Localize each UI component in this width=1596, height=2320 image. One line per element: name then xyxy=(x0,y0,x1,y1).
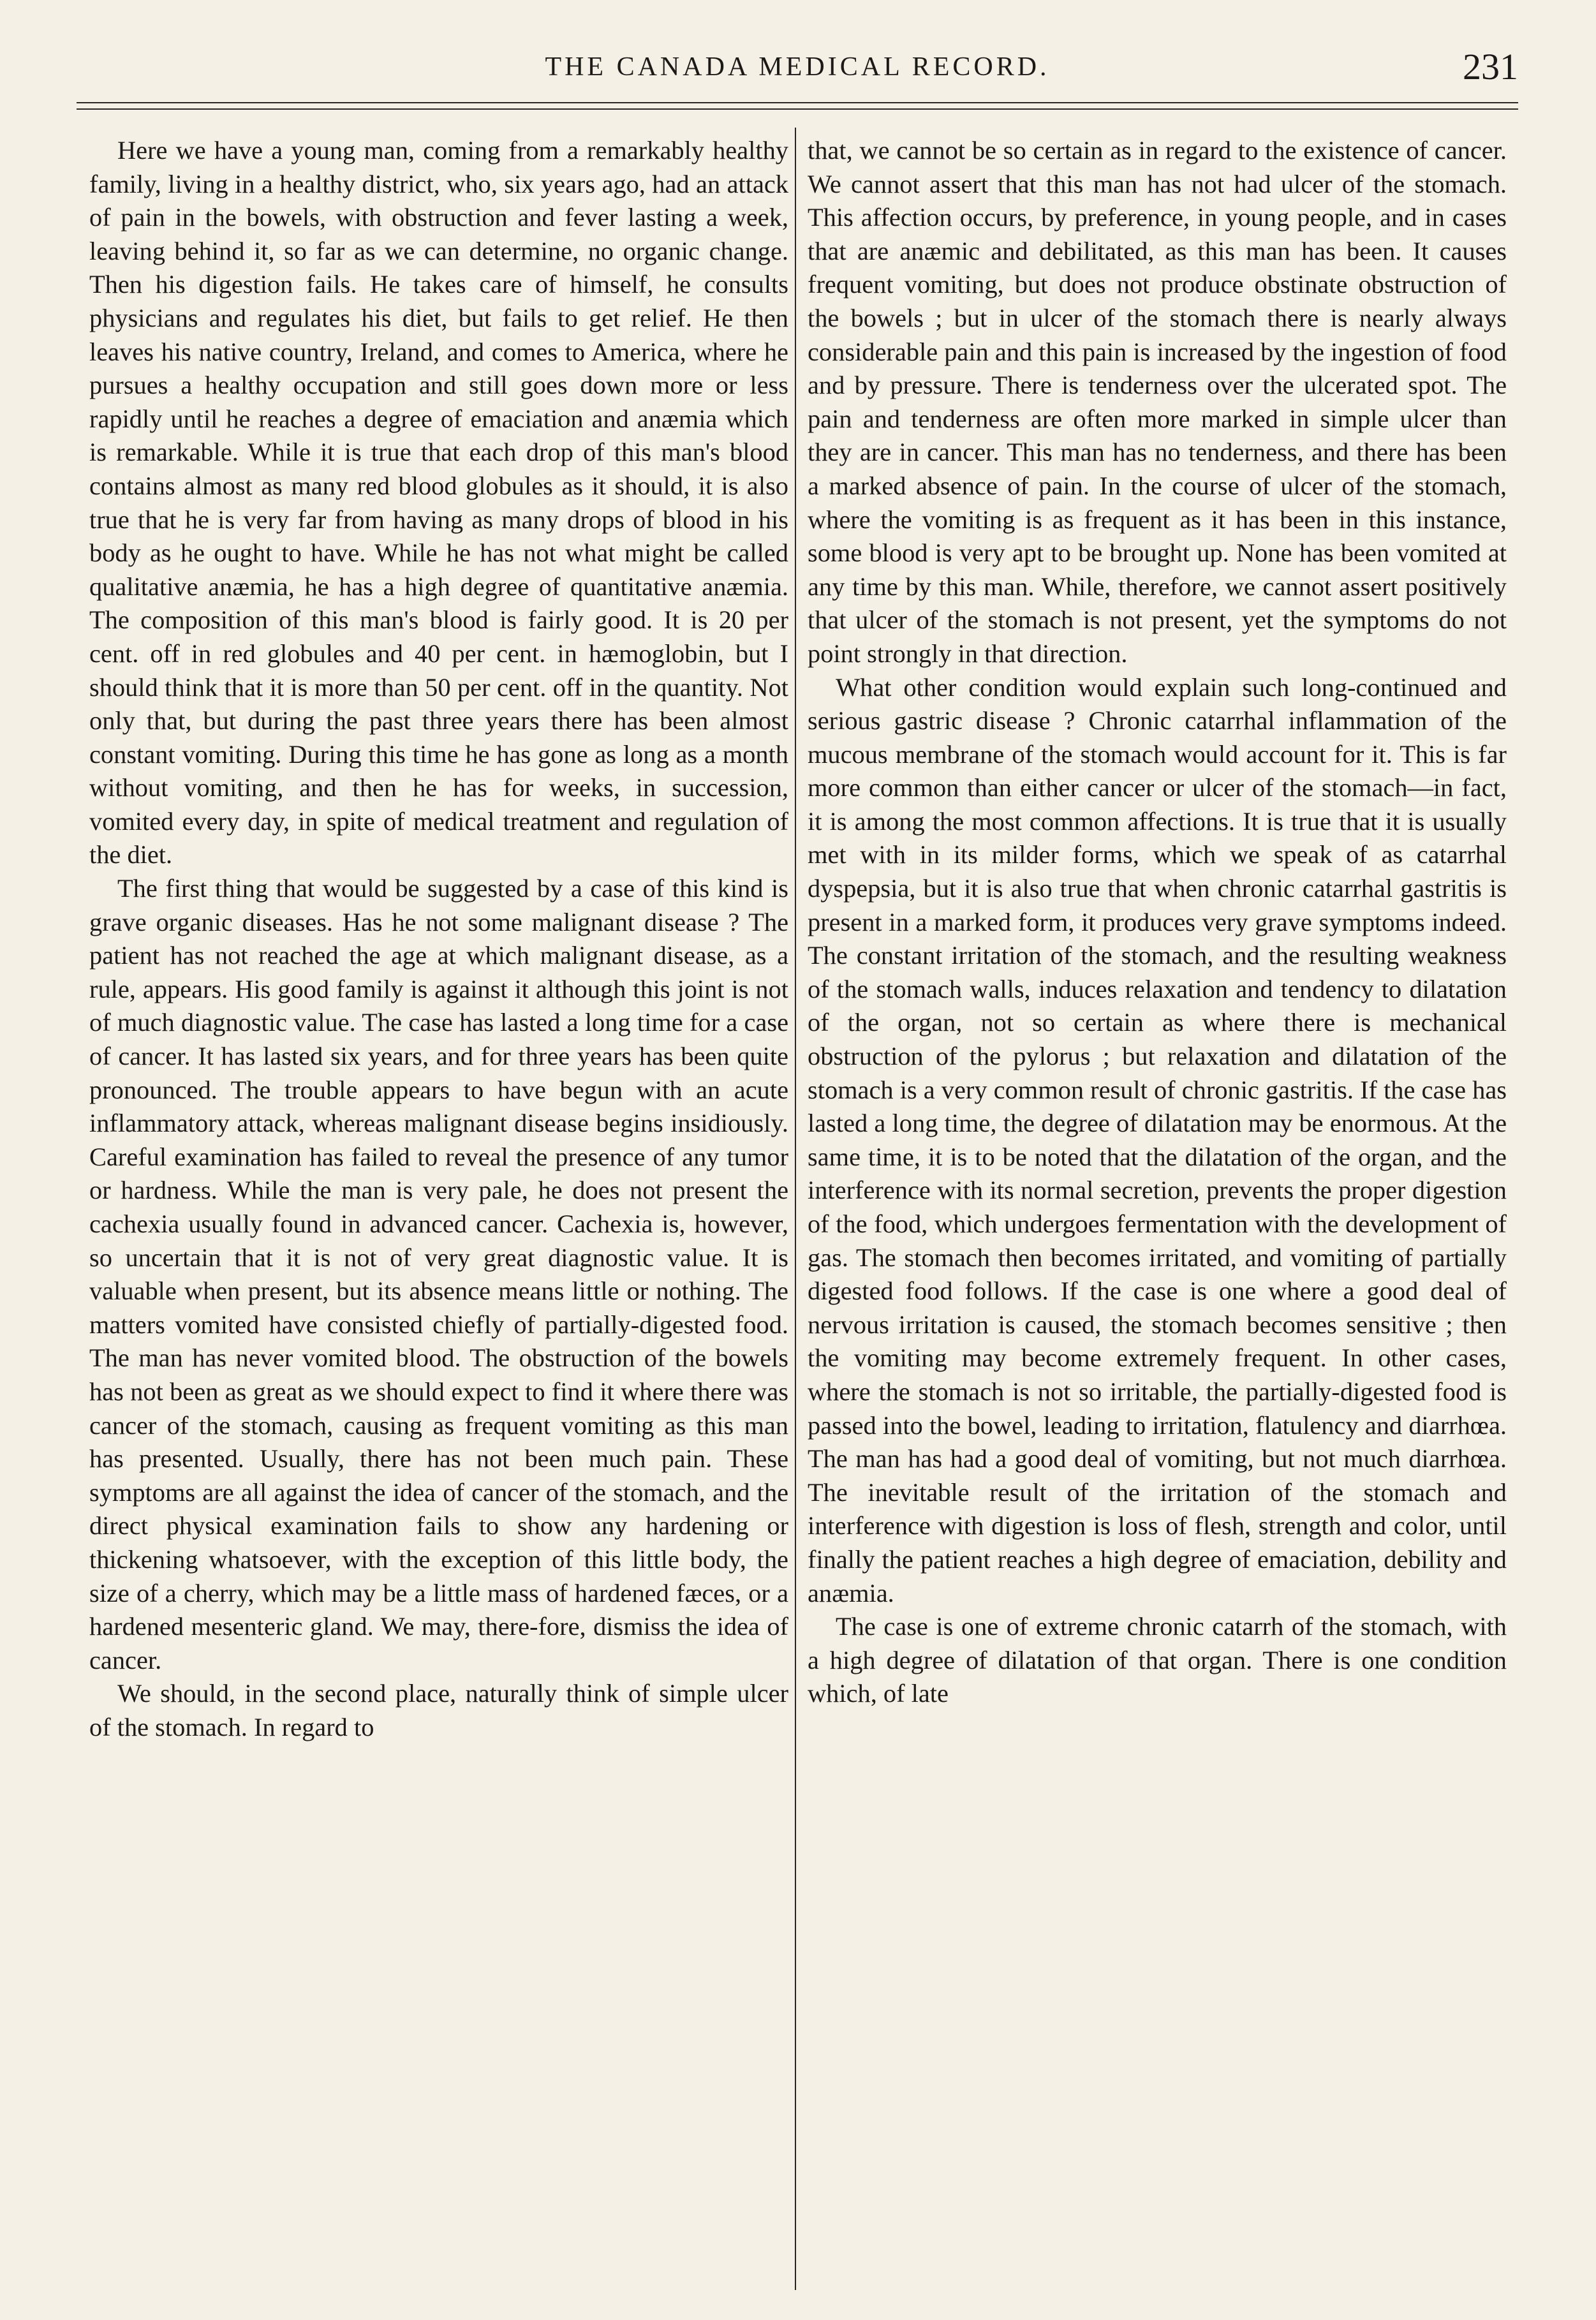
header-rule-bottom xyxy=(77,108,1518,110)
right-column xyxy=(808,134,1507,2290)
journal-title: THE CANADA MEDICAL RECORD. xyxy=(545,52,1050,82)
page-number: 231 xyxy=(1463,46,1518,87)
left-paragraph-3: We should, in the second place, naturally think of simple ulcer of the stomach. In regard to xyxy=(89,1679,788,1741)
right-continued-paragraph: that, we cannot be so certain as in regard to the existence of cancer. We cannot assert that this man has not had ulcer of the stomach. This affection occurs, by preference, in young people, and in cases that are anæmic and debilitated, as this man has been. It causes frequent vomiting, but does not produce obstinate obstruction of the bowels ; but in ulcer of the stomach there is nearly always considerable pain and this pain is increased by the ingestion of food and by pressure. There is tenderness over the ulcerated spot. The pain and tenderness are often more marked in simple ulcer than they are in cancer. This man has no tenderness, and there has been a marked absence of pain. In the course of ulcer of the stomach, where the vomiting is as frequent as it has been in this instance, some blood is very apt to be brought up. None has been vomited at any time by this man. While, therefore, we cannot assert positively that ulcer of the stomach is not present, yet the symptoms do not point strongly in that direction. xyxy=(808,136,1507,668)
running-head xyxy=(77,45,1518,89)
header-rule-top xyxy=(77,102,1518,103)
left-paragraph-1: Here we have a young man, coming from a remarkably healthy family, living in a healthy district, who, six years ago, had an attack of pain in the bowels, with obstruction and fever lasting a week, leaving behind it, so far as we can determine, no organic change. Then his digestion fails. He takes care of himself, he consults physicians and regulates his diet, but fails to get relief. He then leaves his native country, Ireland, and comes to America, where he pursues a healthy occupation and still goes down more or less rapidly until he reaches a degree of emaciation and anæmia which is remarkable. While it is true that each drop of this man's blood contains almost as many red blood globules as it should, it is also true that he is very far from having as many drops of blood in his body as he ought to have. While he has not what might be called qualitative anæmia, he has a high degree of quantitative anæmia. The composition of this man's blood is fairly good. It is 20 per cent. off in red globules and 40 per cent. in hæmoglobin, but I should think that it is more than 50 per cent. off in the quantity. Not only that, but during the past three years there has been almost constant vomiting. During this time he has gone as long as a month without vomiting, and then he has for weeks, in succession, vomited every day, in spite of medical treatment and regulation of the diet. xyxy=(89,136,788,869)
right-paragraph-1: What other condition would explain such long-continued and serious gastric disease ? Chronic catarrhal inflammation of the mucous membrane of the stomach would account for it. This is far more common than either cancer or ulcer of the stomach—in fact, it is among the most common affections. It is true that it is usually met with in its milder forms, which we speak of as catarrhal dyspepsia, but it is also true that when chronic catarrhal gastritis is present in a marked form, it produces very grave symptoms indeed. The constant irritation of the stomach, and the resulting weakness of the stomach walls, induces relaxation and tendency to dilatation of the organ, not so certain as where there is mechanical obstruction of the pylorus ; but relaxation and dilatation of the stomach is a very common result of chronic gastritis. If the case has lasted a long time, the degree of dilatation may be enormous. At the same time, it is to be noted that the dilatation of the organ, and the interference with its normal secretion, prevents the proper digestion of the food, which undergoes fermentation with the development of gas. The stomach then becomes irritated, and vomiting of partially digested food follows. If the case is one where a good deal of nervous irritation is caused, the stomach becomes sensitive ; then the vomiting may become extremely frequent. In other cases, where the stomach is not so irritable, the partially-digested food is passed into the bowel, leading to irritation, flatulency and diarrhœa. The man has had a good deal of vomiting, but not much diarrhœa. The inevitable result of the irritation of the stomach and interference with digestion is loss of flesh, strength and color, until finally the patient reaches a high degree of emaciation, debility and anæmia. xyxy=(808,672,1507,1607)
left-column xyxy=(89,134,788,2290)
left-paragraph-2: The first thing that would be suggested by a case of this kind is grave organic diseases. Has he not some malignant disease ? The patient has not reached the age at which malignant disease, as a rule, appears. His good family is against it although this joint is not of much diagnostic value. The case has lasted a long time for a case of cancer. It has lasted six years, and for three years has been quite pronounced. The trouble appears to have begun with an acute inflammatory attack, whereas malignant disease begins insidiously. Careful examination has failed to reveal the presence of any tumor or hardness. While the man is very pale, he does not present the cachexia usually found in advanced cancer. Cachexia is, however, so uncertain that it is not of very great diagnostic value. It is valuable when present, but its absence means little or nothing. The matters vomited have consisted chiefly of partially-digested food. The man has never vomited blood. The obstruction of the bowels has not been as great as we should expect to find it where there was cancer of the stomach, causing as frequent vomiting as this man has presented. Usually, there has not been much pain. These symptoms are all against the idea of cancer of the stomach, and the direct physical examination fails to show any hardening or thickening whatsoever, with the exception of this little body, the size of a cherry, which may be a little mass of hardened fæces, or a hardened mesenteric gland. We may, there-fore, dismiss the idea of cancer. xyxy=(89,874,788,1674)
column-divider xyxy=(795,128,796,2290)
right-paragraph-2: The case is one of extreme chronic catarrh of the stomach, with a high degree of dilatation of that organ. There is one condition which, of late xyxy=(808,1612,1507,1708)
